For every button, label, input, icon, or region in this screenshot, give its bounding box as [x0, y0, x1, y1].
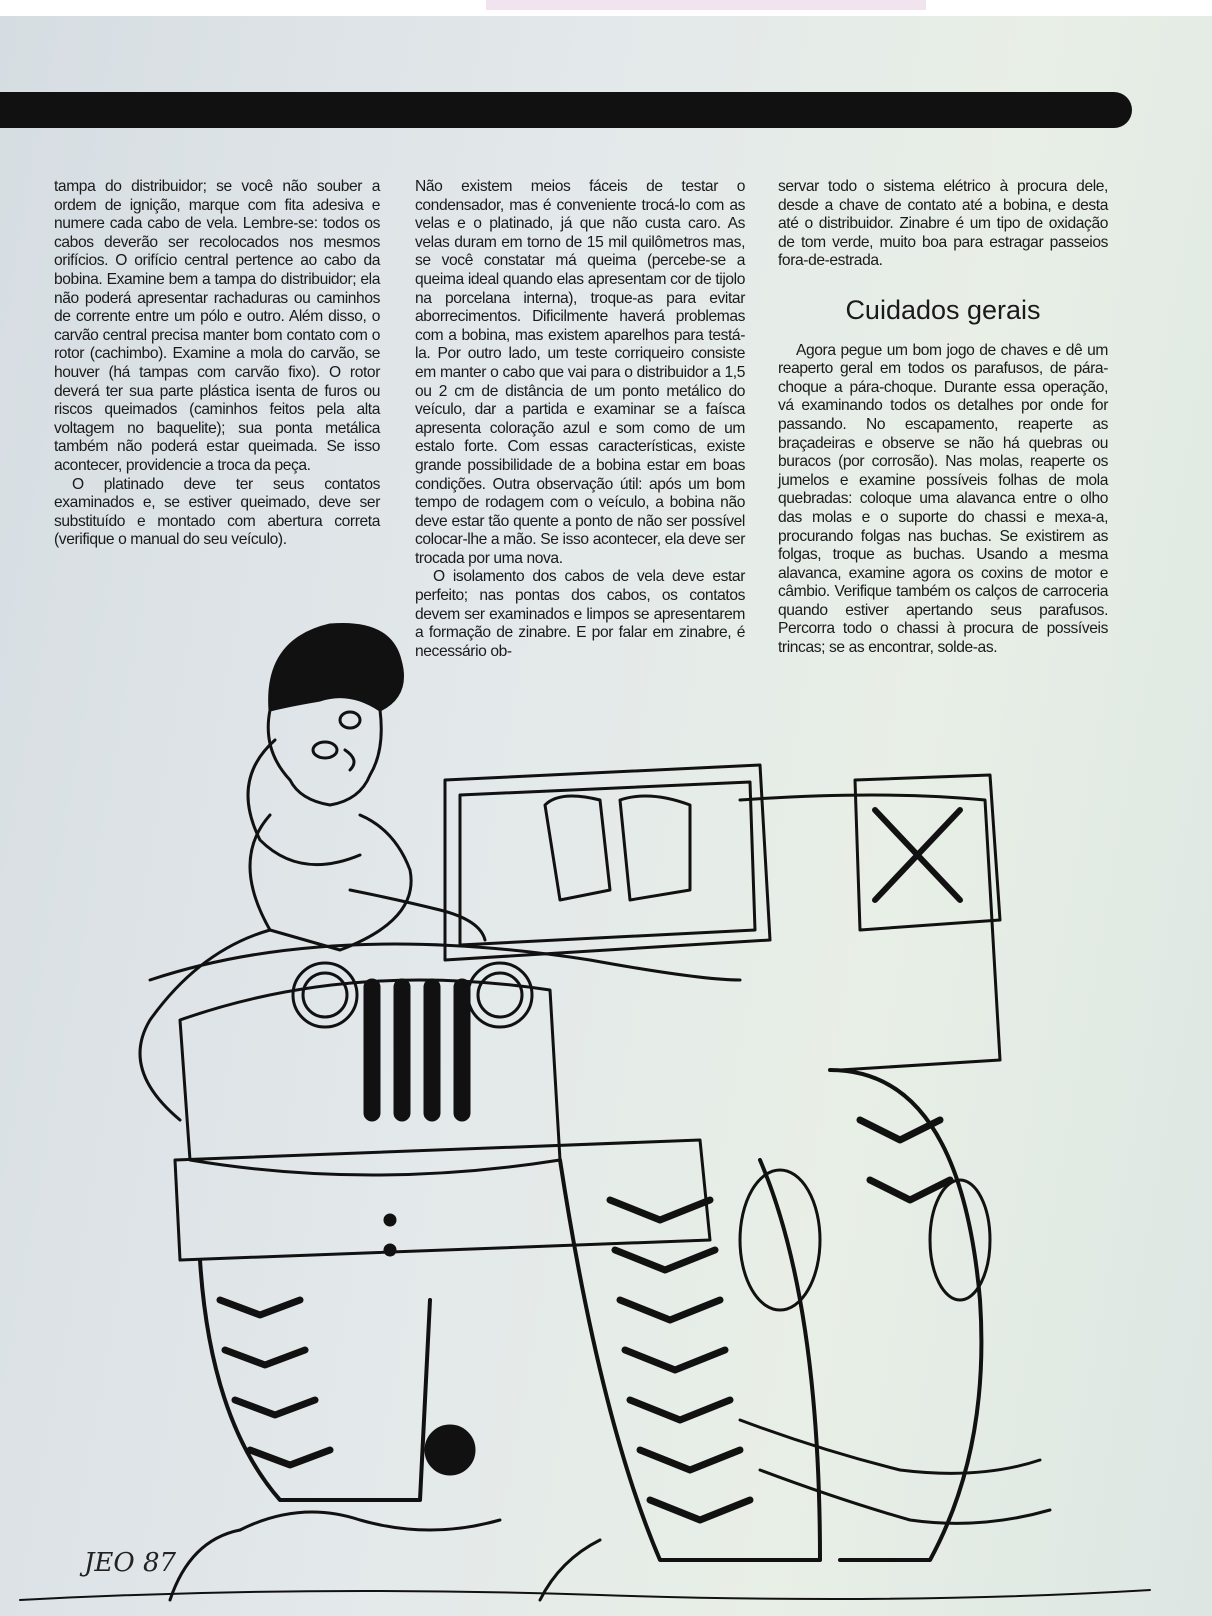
paragraph: servar todo o sistema elétrico à procura dele, desde a chave de contato até a bobina, e desta até o distribuidor. Zinabre é um tipo de oxidação de tom verde, muito boa para estragar passeios fora-de-estrada. — [778, 178, 1108, 270]
text-column-2 — [415, 178, 745, 661]
paragraph: Não existem meios fáceis de testar o condensador, mas é conveniente trocá-lo com as velas e o platinado, já que não custa caro. As velas duram em torno de 15 mil quilômetros mas, se você constatar má queima (percebe-se a queima ideal quando elas apresentam cor de tijolo na porcelana interna), troque-as para evitar aborrecimentos. Dificilmente haverá problemas com a bobina, mas existem aparelhos para testá-la. Por outro lado, um teste corriqueiro consiste em manter o cabo que vai para o distribuidor a 1,5 ou 2 cm de distância de um ponto metálico do veículo, dar a partida e examinar se a faísca apresenta coloração azul e som como de um estalo forte. Com essas características, existe grande possibilidade de a bobina estar em boas condições. Outra observação útil: após um bom tempo de rodagem com o veículo, a bobina não deve estar tão quente a ponto de não ser possível colocar-lhe a mão. Se isso acontecer, ela deve ser trocada por uma nova. — [415, 178, 745, 567]
paragraph: O isolamento dos cabos de vela deve estar perfeito; nas pontas dos cabos, os contatos devem ser examinados e limpos se apresentarem a formação de zinabre. E por falar em zinabre, é necessário ob- — [415, 568, 745, 660]
paragraph: tampa do distribuidor; se você não souber a ordem de ignição, marque com fita adesiva e numere cada cabo de vela. Lembre-se: todos os cabos deverão ser recolocados nos mesmos orifícios. O orifício central pertence ao cabo da bobina. Examine bem a tampa do distribuidor; ela não poderá apresentar rachaduras ou caminhos de corrente entre um pólo e outro. Além disso, o carvão central precisa manter bom contato com o rotor (cachimbo). Examine a mola do carvão, se houver (há tampas com carvão fixo). O rotor deverá ter sua parte plástica isenta de furos ou riscos queimados (caminhos feitos pela alta voltagem no baquelite); sua ponta metálica também não poderá estar queimada. Se isso acontecer, providencie a troca da peça. — [54, 178, 380, 474]
paragraph: Agora pegue um bom jogo de chaves e dê um reaperto geral em todos os parafusos, de pára-choque a pára-choque. Durante essa operação, vá examinando todos os detalhes por onde for passando. No escapamento, reaperte as braçadeiras e observe se não há quebras ou buracos (por corrosão). Nas molas, reaperte os jumelos e examine possíveis folhas de mola quebradas: coloque uma alavanca entre o olho das molas e o suporte do chassi e mexa-a, procurando folgas nas buchas. Se existirem as folgas, troque as buchas. Usando a mesma alavanca, examine agora os coxins de motor e câmbio. Verifique também os calços de carroceria quando estiver apertando seus parafusos. Percorra todo o chassi à procura de possíveis trincas; se as encontrar, solde-as. — [778, 341, 1108, 657]
artist-signature: JEO 87 — [84, 1548, 177, 1578]
jeep-mechanic-cartoon-icon — [0, 600, 1212, 1616]
text-column-1 — [54, 178, 380, 550]
header-bar — [0, 92, 1132, 128]
section-heading: Cuidados gerais — [845, 294, 1041, 325]
text-column-3 — [778, 178, 1108, 658]
top-strip — [0, 0, 1212, 16]
paragraph: O platinado deve ter seus contatos examinados e, se estiver queimado, deve ser substituído e montado com abertura correta (verifique o manual do seu veículo). — [54, 475, 380, 549]
